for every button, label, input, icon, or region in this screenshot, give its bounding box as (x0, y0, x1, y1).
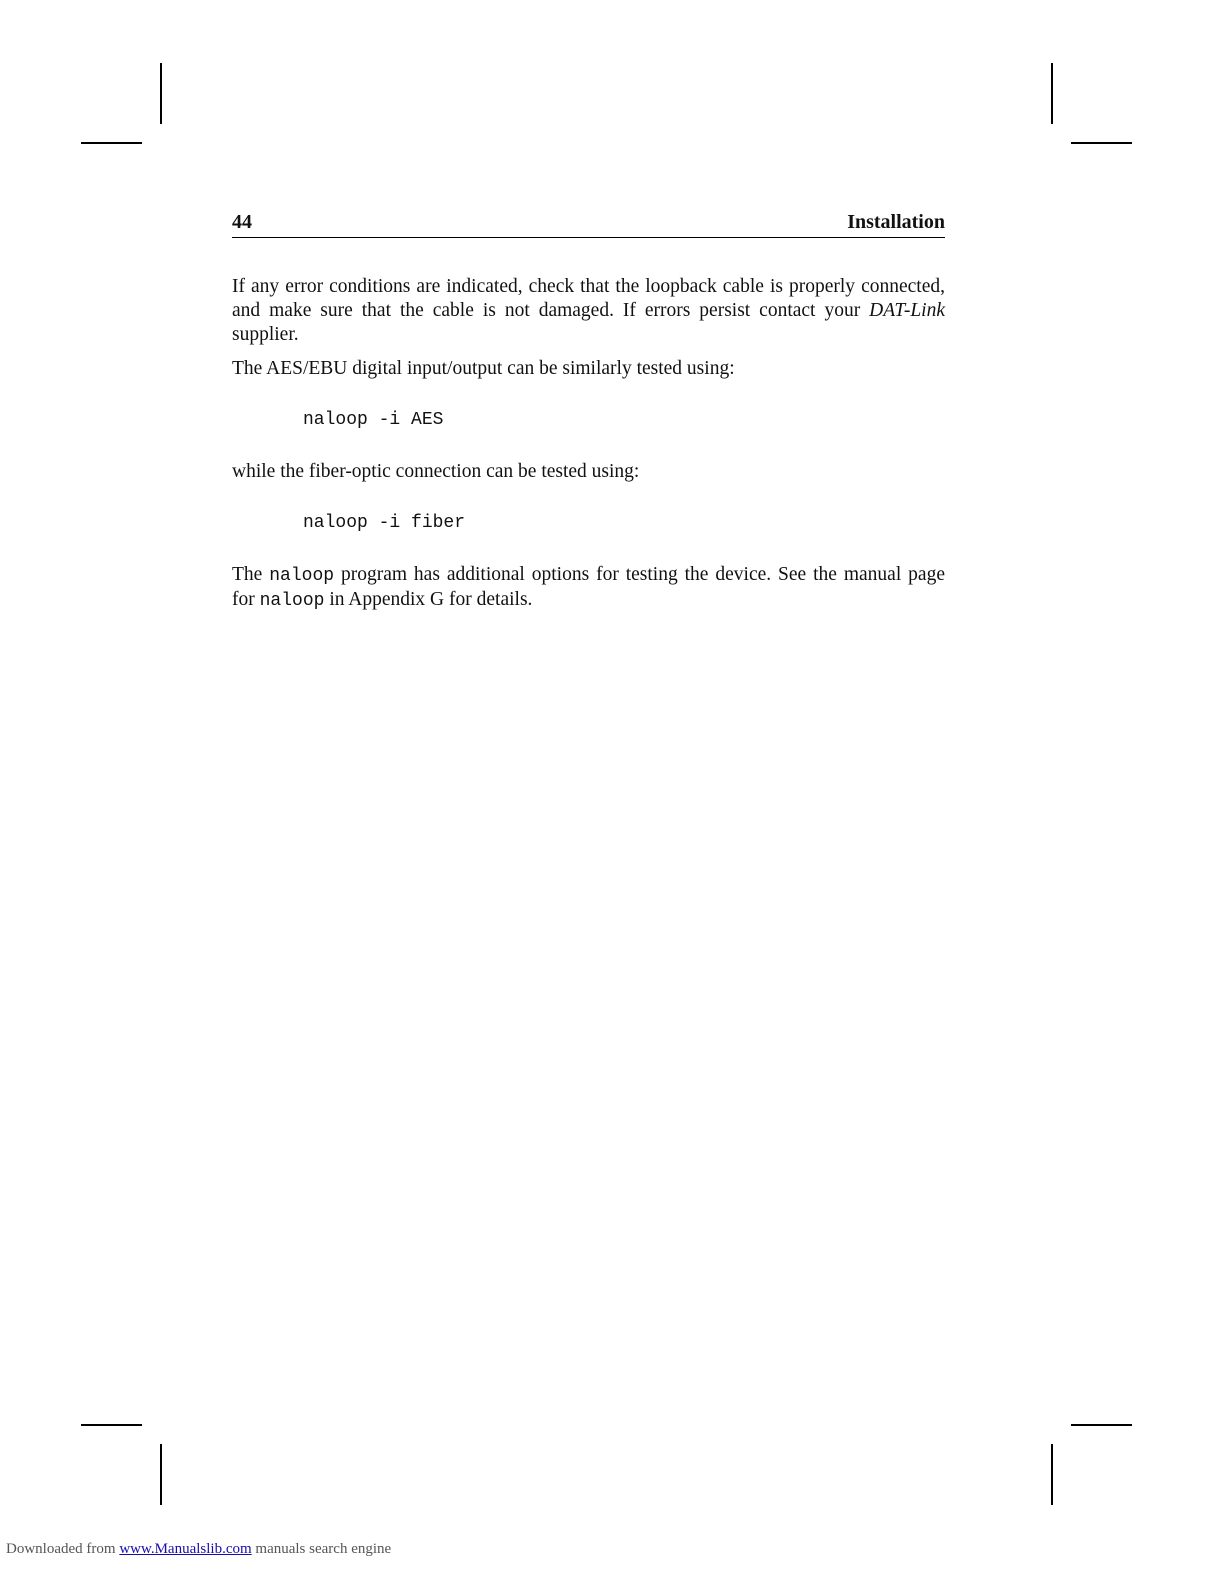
crop-mark-top-right-horizontal (1071, 142, 1132, 144)
crop-mark-bottom-right-vertical (1051, 1444, 1053, 1505)
code-command-aes: naloop -i AES (303, 410, 444, 430)
inline-code: naloop (259, 591, 325, 611)
download-footer (6, 1541, 391, 1558)
crop-mark-bottom-left-vertical (160, 1444, 162, 1505)
crop-mark-top-right-vertical (1051, 63, 1053, 124)
paragraph-text: in Appendix G for details. (324, 589, 533, 610)
paragraph-text: The (232, 564, 270, 585)
crop-mark-bottom-right-horizontal (1071, 1424, 1132, 1426)
paragraph-text: supplier. (232, 324, 299, 345)
code-command-fiber: naloop -i fiber (303, 513, 466, 533)
paragraph-naloop-options (232, 563, 945, 613)
product-name: DAT-Link (869, 300, 945, 321)
paragraph-text: program has additional options for testing the device. See the manual page for (232, 564, 945, 610)
footer-prefix: Downloaded from (6, 1541, 120, 1557)
paragraph-fiber-test: while the fiber-optic connection can be tested using: (232, 461, 640, 482)
footer-suffix: manuals search engine (251, 1541, 392, 1557)
paragraph-aes-test: The AES/EBU digital input/output can be similarly tested using: (232, 358, 735, 379)
crop-mark-top-left-vertical (160, 63, 162, 124)
page-number: 44 (232, 211, 252, 233)
crop-mark-top-left-horizontal (81, 142, 142, 144)
paragraph-error-conditions (232, 275, 945, 347)
running-header (232, 211, 945, 238)
manualslib-link[interactable]: www.Manualslib.com (119, 1541, 252, 1557)
paragraph-text: If any error conditions are indicated, check that the loopback cable is properly connected, and make sure that the cable is not damaged. If errors persist contact your (232, 276, 945, 321)
inline-code: naloop (269, 566, 335, 586)
crop-mark-bottom-left-horizontal (81, 1424, 142, 1426)
section-title: Installation (847, 211, 945, 233)
